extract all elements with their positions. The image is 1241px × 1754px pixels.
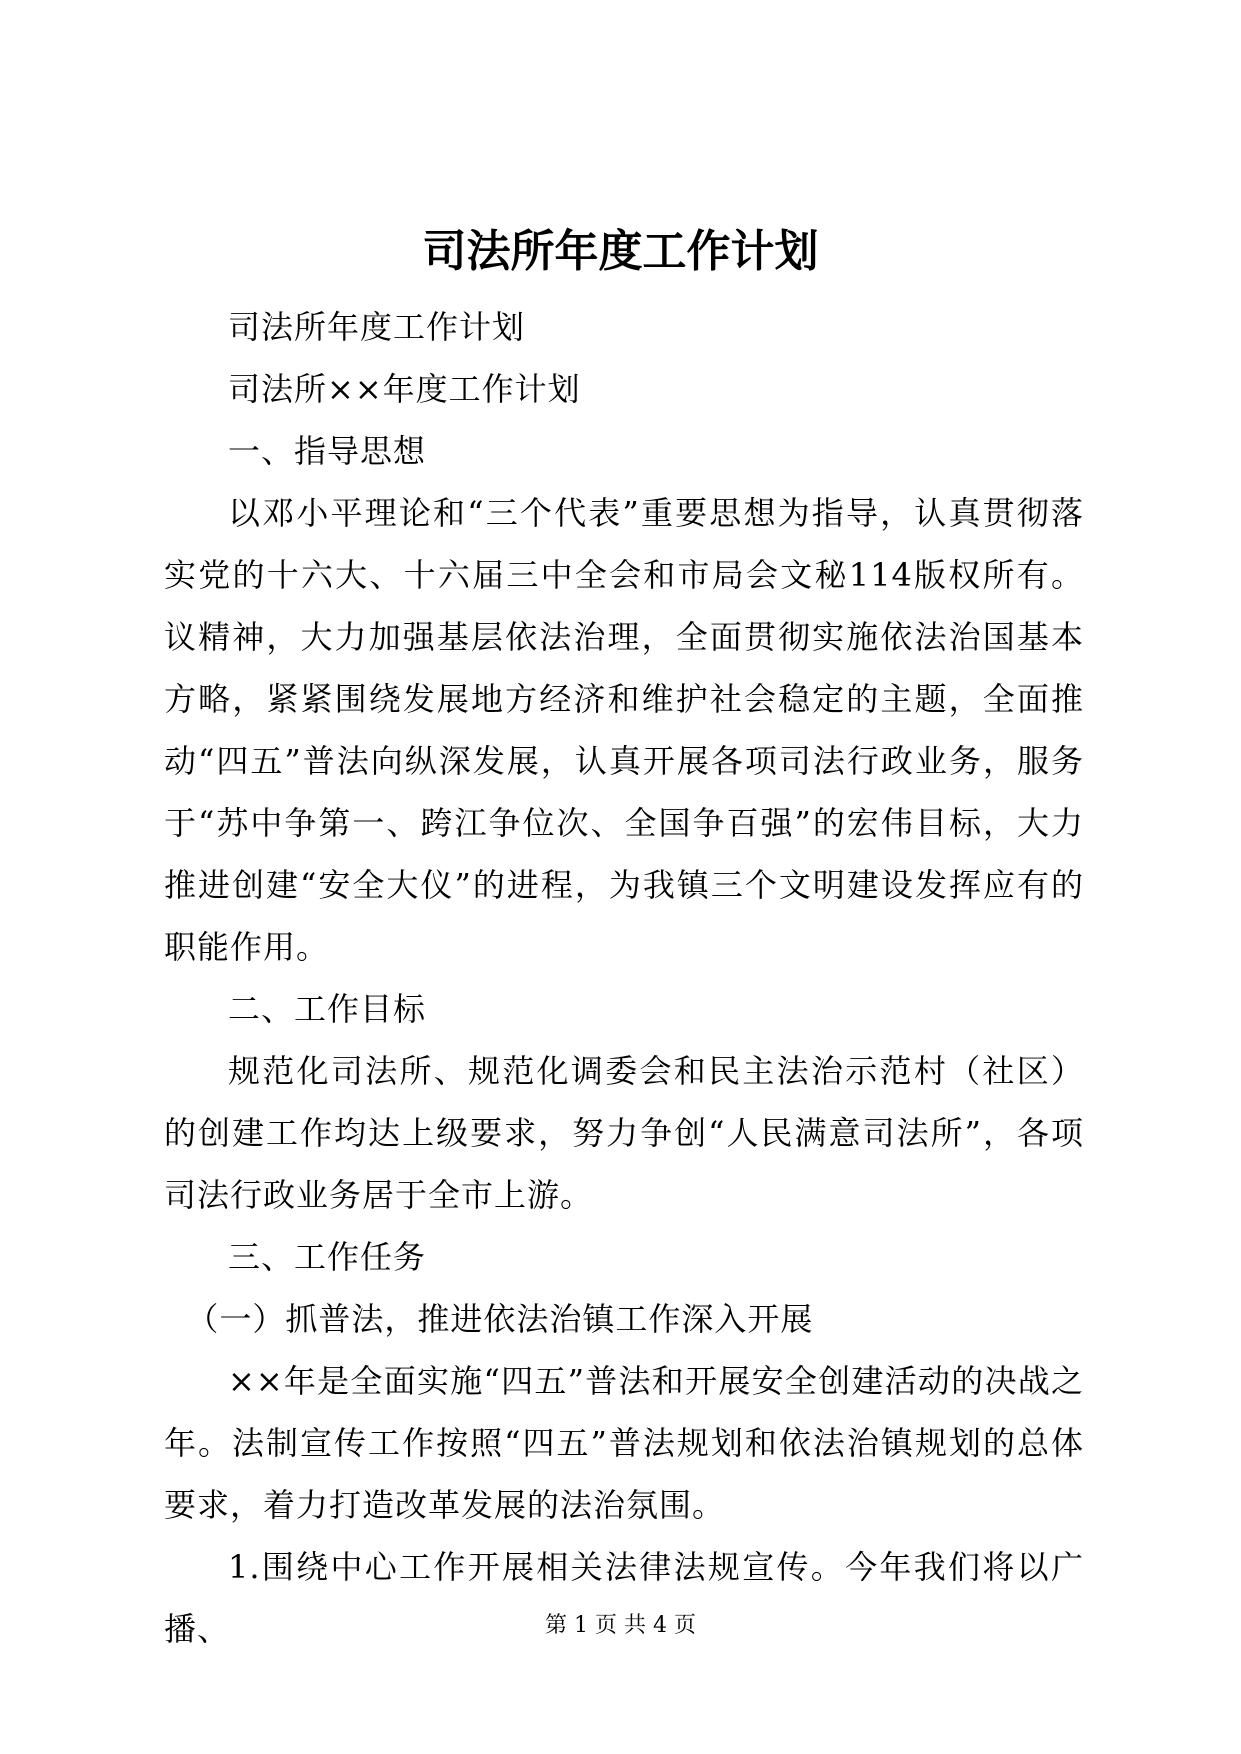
section-heading-work-goals: 二、工作目标 xyxy=(228,990,427,1028)
document-body xyxy=(164,296,1084,1660)
paragraph-guiding-thought: 以邓小平理论和“三个代表”重要思想为指导，认真贯彻落实党的十六大、十六届三中全会和市局会文秘114版权所有。议精神，大力加强基层依法治理，全面贯彻实施依法治国基本方略，紧紧围绕发展地方经济和维护社会稳定的主题，全面推动“四五”普法向纵深发展，认真开展各项司法行政业务，服务于“苏中争第一、跨江争位次、全国争百强”的宏伟目标，大力推进创建“安全大仪”的进程，为我镇三个文明建设发挥应有的职能作用。 xyxy=(164,494,1084,966)
section-heading-work-tasks: 三、工作任务 xyxy=(228,1238,427,1276)
document-title: 司法所年度工作计划 xyxy=(422,226,819,277)
paragraph-plan-title: 司法所××年度工作计划 xyxy=(228,370,581,408)
paragraph-subtitle: 司法所年度工作计划 xyxy=(228,308,526,346)
page-number-footer: 第 1 页 共 4 页 xyxy=(545,1613,696,1638)
subsection-heading-legal-education: （一）抓普法，推进依法治镇工作深入开展 xyxy=(186,1300,814,1338)
section-heading-guiding-thought: 一、指导思想 xyxy=(228,432,427,470)
paragraph-work-goals: 规范化司法所、规范化调委会和民主法治示范村（社区）的创建工作均达上级要求，努力争创“人民满意司法所”，各项司法行政业务居于全市上游。 xyxy=(164,1052,1084,1214)
paragraph-item-1: 1.围绕中心工作开展相关法律法规宣传。今年我们将以广播、 xyxy=(164,1548,1084,1648)
paragraph-legal-education: ××年是全面实施“四五”普法和开展安全创建活动的决战之年。法制宣传工作按照“四五”普法规划和依法治镇规划的总体要求，着力打造改革发展的法治氛围。 xyxy=(164,1362,1084,1524)
